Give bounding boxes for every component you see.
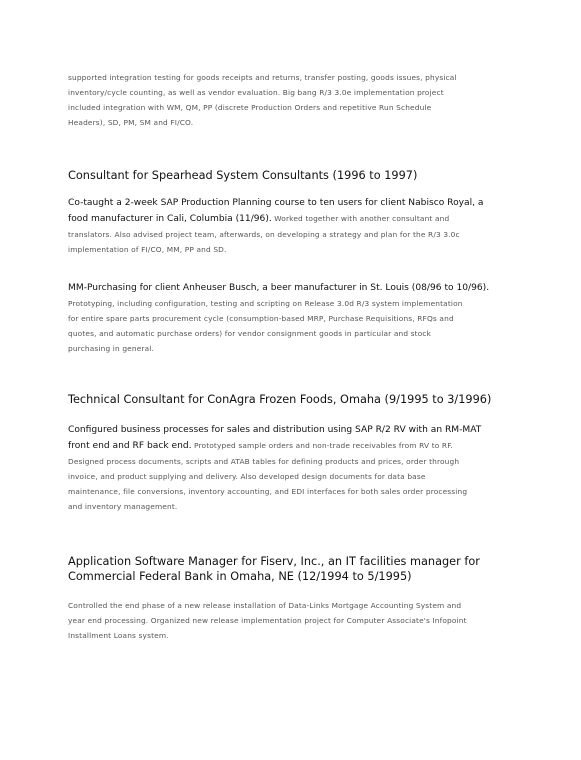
text-line: for entire spare parts procurement cycle (consumption-based MRP, Purchase Requisitions, RFQs and: [68, 314, 454, 323]
text-line: Designed process documents, scripts and ATAB tables for defining products and prices, order through: [68, 457, 460, 466]
entry-body-inline: Worked together with another consultant and: [274, 214, 450, 223]
section-heading-fiserv: [68, 554, 518, 584]
text-line: translators. Also advised project team, afterwards, on developing a strategy and plan for the R/3 3.0c: [68, 230, 460, 239]
section-heading-spearhead: Consultant for Spearhead System Consultants (1996 to 1997): [68, 169, 418, 182]
text-line: invoice, and product supplying and delivery. Also developed design documents for data base: [68, 472, 426, 481]
entry-anheuser-busch: [68, 281, 518, 356]
text-line: quotes, and automatic purchase orders) for vendor consignment goods in particular and stock: [68, 329, 432, 338]
text-line: supported integration testing for goods receipts and returns, transfer posting, goods issues, physical: [68, 73, 457, 82]
entry-nabisco: [68, 196, 518, 257]
text-line: Headers), SD, PM, SM and FI/CO.: [68, 118, 194, 127]
entry-body-inline: Prototyped sample orders and non-trade receivables from RV to RF.: [194, 441, 453, 450]
entry-title-line2: front end and RF back end.: [68, 441, 192, 451]
text-line: Prototyping, including configuration, testing and scripting on Release 3.0d R/3 system implementation: [68, 299, 463, 308]
section-heading-line: Application Software Manager for Fiserv, Inc., an IT facilities manager for: [68, 555, 480, 568]
text-line: maintenance, file conversions, inventory accounting, and EDI interfaces for both sales order processing: [68, 487, 468, 496]
entry-title-line2: food manufacturer in Cali, Columbia (11/96).: [68, 214, 272, 224]
entry-conagra: [68, 423, 518, 514]
text-line: purchasing in general.: [68, 344, 154, 353]
entry-title-continued: [68, 438, 518, 454]
resume-page: [68, 70, 518, 643]
entry-title-continued: [68, 211, 518, 227]
text-line: year end processing. Organized new release implementation project for Computer Associate's Infopoint: [68, 616, 467, 625]
entry-title: MM-Purchasing for client Anheuser Busch, a beer manufacturer in St. Louis (08/96 to 10/96).: [68, 283, 490, 293]
entry-title: Co-taught a 2-week SAP Production Planning course to ten users for client Nabisco Royal, a: [68, 198, 484, 208]
text-line: Installment Loans system.: [68, 631, 169, 640]
text-line: inventory/cycle counting, as well as vendor evaluation. Big bang R/3 3.0e implementation project: [68, 88, 444, 97]
text-line: Controlled the end phase of a new release installation of Data-Links Mortgage Accounting System and: [68, 601, 462, 610]
text-line: and inventory management.: [68, 502, 178, 511]
text-line: implementation of FI/CO, MM, PP and SD.: [68, 245, 227, 254]
entry-fiserv: [68, 598, 518, 643]
section-heading-conagra: Technical Consultant for ConAgra Frozen Foods, Omaha (9/1995 to 3/1996): [68, 393, 492, 406]
intro-paragraph: [68, 70, 518, 130]
section-heading-line: Commercial Federal Bank in Omaha, NE (12/1994 to 5/1995): [68, 570, 412, 583]
text-line: included integration with WM, QM, PP (discrete Production Orders and repetitive Run Schedule: [68, 103, 432, 112]
entry-title: Configured business processes for sales and distribution using SAP R/2 RV with an RM-MAT: [68, 425, 482, 435]
